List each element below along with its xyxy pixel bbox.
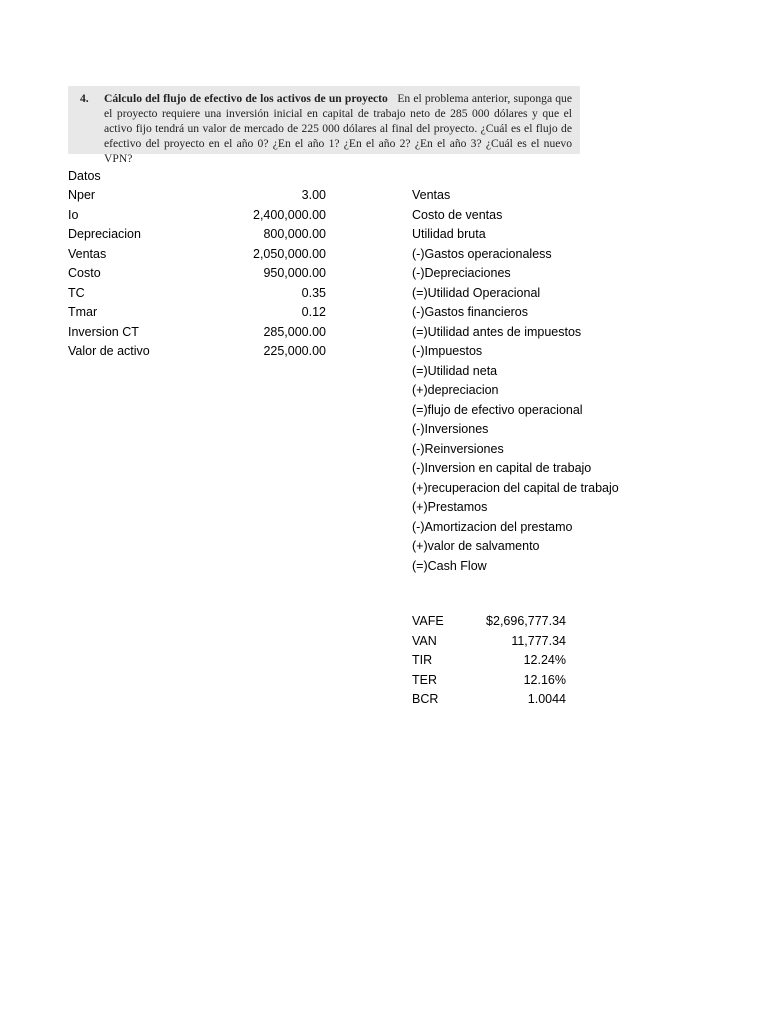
datos-row: [68, 264, 326, 284]
datos-value: 800,000.00: [263, 227, 326, 241]
cash-flow-item: (-)Inversiones: [412, 422, 489, 436]
datos-row: [68, 206, 326, 226]
result-label: VAFE: [412, 614, 444, 628]
datos-row: [68, 342, 326, 362]
datos-value: 2,400,000.00: [253, 207, 326, 222]
datos-value: 0.35: [301, 285, 326, 300]
cash-flow-item: Utilidad bruta: [412, 227, 486, 241]
datos-row: [68, 284, 326, 304]
datos-label: TC: [68, 285, 85, 300]
problem-statement: [68, 86, 580, 165]
cash-flow-item: (+)valor de salvamento: [412, 539, 540, 553]
result-label: VAN: [412, 633, 437, 648]
datos-label: Nper: [68, 188, 96, 202]
datos-label: Inversion CT: [68, 324, 139, 339]
result-row: [412, 632, 566, 652]
result-row: [412, 690, 566, 710]
result-row: [412, 671, 566, 691]
result-row: [412, 651, 566, 671]
datos-value: 950,000.00: [263, 266, 326, 280]
cash-flow-item: (+)Prestamos: [412, 500, 488, 514]
cash-flow-item: (-)Gastos financieros: [412, 305, 529, 319]
problem-title: Cálculo del flujo de efectivo de los activos de un proyecto: [104, 92, 388, 105]
datos-label: Ventas: [68, 246, 107, 261]
cash-flow-list: [412, 186, 619, 576]
datos-row: [68, 245, 326, 265]
result-value: $2,696,777.34: [486, 614, 566, 628]
datos-row: [68, 323, 326, 343]
cash-flow-item: (-)Gastos operacionaless: [412, 246, 552, 261]
result-value: 1.0044: [527, 692, 566, 706]
datos-row: [68, 303, 326, 323]
datos-title: Datos: [68, 169, 101, 183]
result-value: 11,777.34: [511, 633, 566, 648]
result-label: TER: [412, 672, 437, 687]
result-row: [412, 612, 566, 632]
datos-table: [68, 186, 326, 362]
cash-flow-item: (=)flujo de efectivo operacional: [412, 402, 583, 417]
cash-flow-item: Ventas: [412, 188, 451, 202]
cash-flow-item: Costo de ventas: [412, 207, 503, 222]
problem-text-block: [104, 91, 572, 166]
cash-flow-item: (=)Utilidad neta: [412, 363, 498, 378]
cash-flow-item: (=)Utilidad Operacional: [412, 285, 541, 300]
datos-row: [68, 225, 326, 245]
result-label: BCR: [412, 692, 439, 706]
datos-label: Tmar: [68, 305, 98, 319]
cash-flow-item: (-)Impuestos: [412, 344, 483, 358]
results-table: [412, 612, 566, 710]
result-value: 12.24%: [523, 653, 566, 667]
datos-label: Valor de activo: [68, 344, 150, 358]
datos-label: Io: [68, 207, 79, 222]
datos-value: 3.00: [301, 188, 326, 202]
datos-row: [68, 186, 326, 206]
datos-value: 0.12: [301, 305, 326, 319]
problem-number: 4.: [80, 92, 89, 105]
problem-text: En el problema anterior, suponga que el proyecto requiere una inversión inicial en capital de trabajo neto de 285 000 dólares y que el activo fijo tendrá un valor de mercado de 225 000 dólares al final del proyecto. ¿Cuál es el flujo de efectivo del proyecto en el año 0? ¿En el año 1? ¿En el año 2? ¿En el año 3? ¿Cuál es el nuevo VPN?: [104, 92, 572, 165]
datos-label: Costo: [68, 266, 101, 280]
cash-flow-item: (-)Reinversiones: [412, 441, 504, 456]
cash-flow-item: (-)Amortizacion del prestamo: [412, 519, 573, 534]
datos-value: 285,000.00: [263, 324, 326, 339]
cash-flow-item: (=)Utilidad antes de impuestos: [412, 324, 582, 339]
datos-value: 225,000.00: [263, 344, 326, 358]
cash-flow-item: (-)Depreciaciones: [412, 266, 511, 280]
datos-value: 2,050,000.00: [253, 246, 326, 261]
cash-flow-item: (=)Cash Flow: [412, 558, 487, 573]
result-label: TIR: [412, 653, 433, 667]
cash-flow-item: (+)recuperacion del capital de trabajo: [412, 480, 619, 495]
result-value: 12.16%: [523, 672, 566, 687]
datos-label: Depreciacion: [68, 227, 141, 241]
cash-flow-item: (-)Inversion en capital de trabajo: [412, 461, 592, 475]
cash-flow-item: (+)depreciacion: [412, 383, 499, 397]
